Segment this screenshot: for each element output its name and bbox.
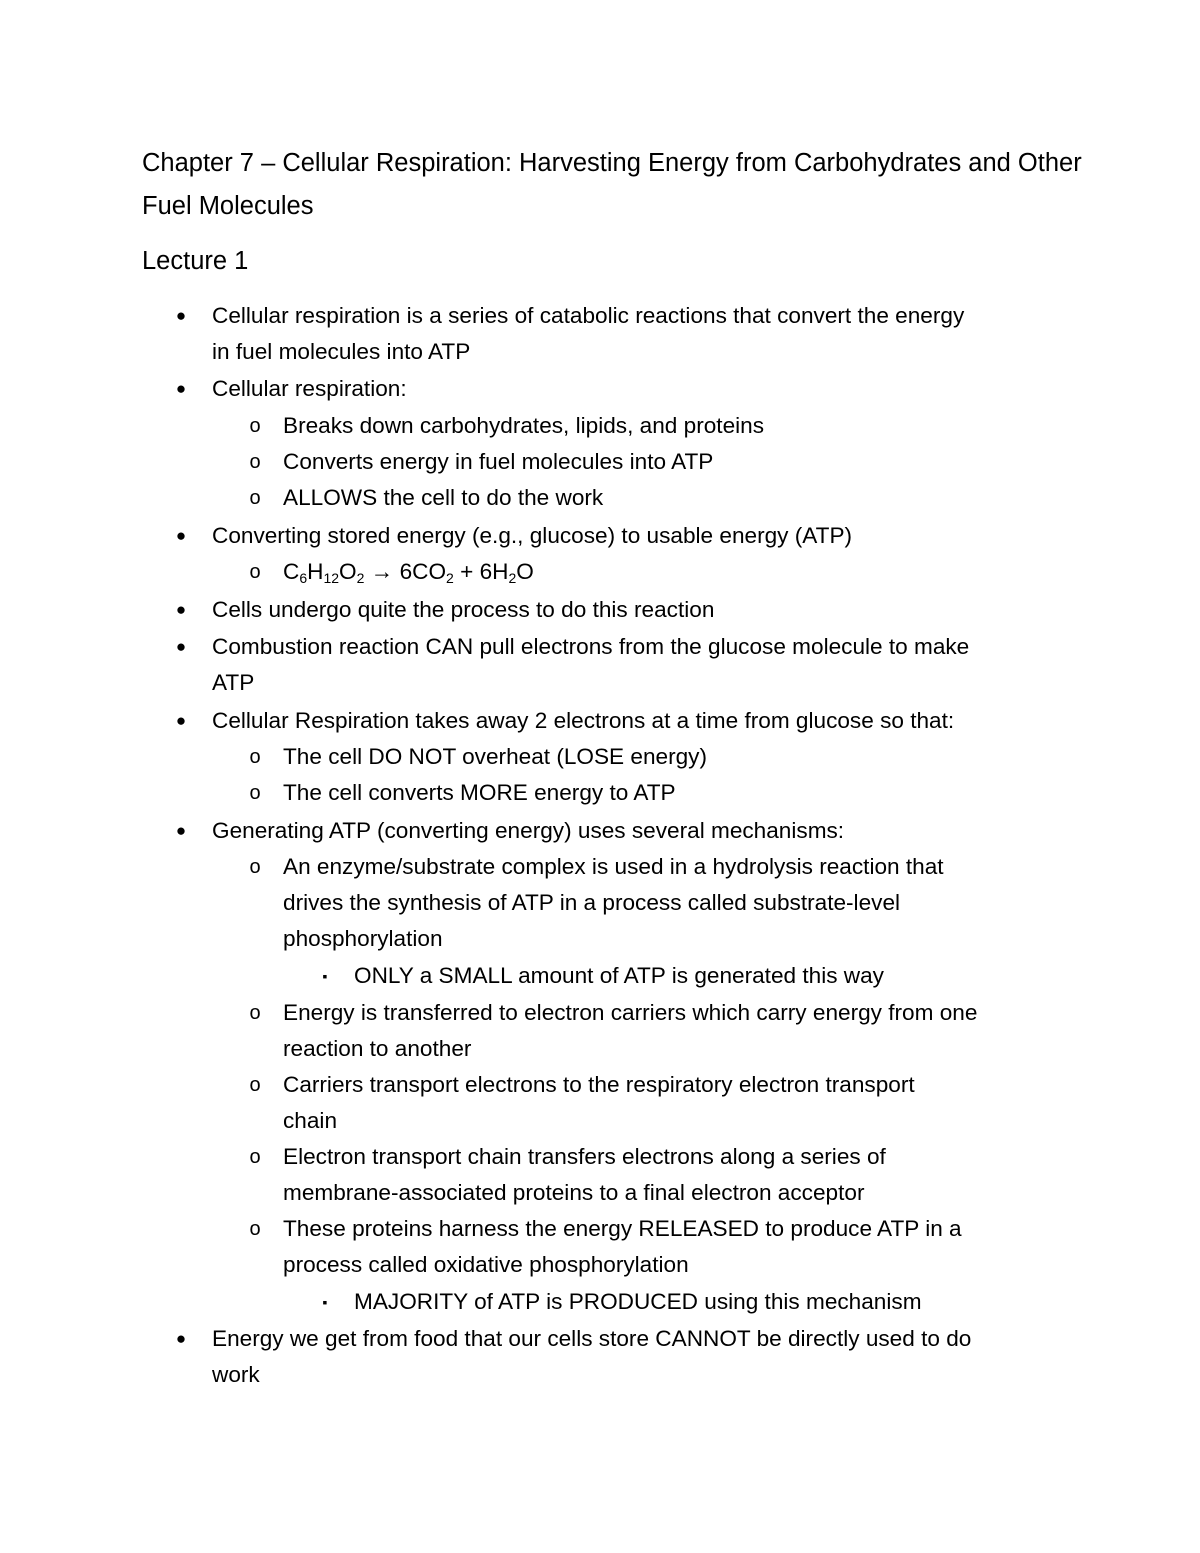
list-item-text: in fuel molecules into ATP [212, 339, 471, 364]
list-item-text: work [212, 1362, 260, 1387]
bullet-marker: ● [175, 637, 187, 656]
list-item-text: The cell converts MORE energy to ATP [283, 780, 676, 805]
list-item-text: Electron transport chain transfers electrons along a series of [283, 1144, 886, 1169]
circle-marker: o [249, 1146, 261, 1168]
list-item-text: Generating ATP (converting energy) uses several mechanisms: [212, 818, 845, 843]
lecture-heading: Lecture 1 [142, 247, 249, 275]
circle-marker: o [249, 856, 261, 878]
list-item-text: drives the synthesis of ATP in a process called substrate-level [283, 890, 901, 915]
list-item-text: chain [283, 1108, 338, 1133]
circle-marker: o [249, 415, 261, 437]
list-item-text: Cellular respiration: [212, 376, 407, 401]
list-item-text: Converts energy in fuel molecules into ATP [283, 449, 714, 474]
bullet-marker: ● [175, 711, 187, 730]
circle-marker: o [249, 782, 261, 804]
list-item-text: Converting stored energy (e.g., glucose) to usable energy (ATP) [212, 523, 853, 548]
bullet-marker: ● [175, 526, 187, 545]
list-item-text: MAJORITY of ATP is PRODUCED using this mechanism [354, 1289, 922, 1314]
list-item-text: phosphorylation [283, 926, 443, 951]
chemical-equation: $C_6H_{12}O_2 \to 6CO_2 + 6H_2O$ [283, 559, 534, 586]
list-item-text: membrane-associated proteins to a final electron acceptor [283, 1180, 865, 1205]
circle-marker: o [249, 1002, 261, 1024]
bullet-marker: ● [175, 821, 187, 840]
circle-marker: o [249, 487, 261, 509]
circle-marker: o [249, 451, 261, 473]
document-title: Chapter 7 – Cellular Respiration: Harvesting Energy from Carbohydrates and Other Fuel Molecules [142, 149, 1082, 220]
bullet-marker: ● [175, 1329, 187, 1348]
bullet-marker: ● [175, 600, 187, 619]
list-item-text: ATP [212, 670, 255, 695]
list-item-text: ONLY a SMALL amount of ATP is generated this way [354, 963, 884, 988]
list-item-text: An enzyme/substrate complex is used in a hydrolysis reaction that [283, 854, 944, 879]
bullet-marker: ● [175, 306, 187, 325]
square-marker: ▪ [322, 968, 328, 984]
list-item-text: These proteins harness the energy RELEASED to produce ATP in a [283, 1216, 962, 1241]
list-item-text: Breaks down carbohydrates, lipids, and proteins [283, 413, 765, 438]
circle-marker: o [249, 561, 261, 583]
list-item-text: Cells undergo quite the process to do this reaction [212, 597, 715, 622]
list-item-text: Energy is transferred to electron carriers which carry energy from one [283, 1000, 978, 1025]
list-item-text: The cell DO NOT overheat (LOSE energy) [283, 744, 708, 769]
list-item-text: Combustion reaction CAN pull electrons from the glucose molecule to make [212, 634, 970, 659]
list-item-text: Cellular Respiration takes away 2 electrons at a time from glucose so that: [212, 708, 955, 733]
list-item-text: reaction to another [283, 1036, 472, 1061]
list-item-text: Cellular respiration is a series of catabolic reactions that convert the energy [212, 303, 965, 328]
bullet-marker: ● [175, 379, 187, 398]
square-marker: ▪ [322, 1294, 328, 1310]
circle-marker: o [249, 1074, 261, 1096]
circle-marker: o [249, 1218, 261, 1240]
circle-marker: o [249, 746, 261, 768]
list-item-text: Carriers transport electrons to the respiratory electron transport [283, 1072, 915, 1097]
list-item-text: process called oxidative phosphorylation [283, 1252, 689, 1277]
list-item-text: Energy we get from food that our cells store CANNOT be directly used to do [212, 1326, 972, 1351]
list-item-text: ALLOWS the cell to do the work [283, 485, 604, 510]
